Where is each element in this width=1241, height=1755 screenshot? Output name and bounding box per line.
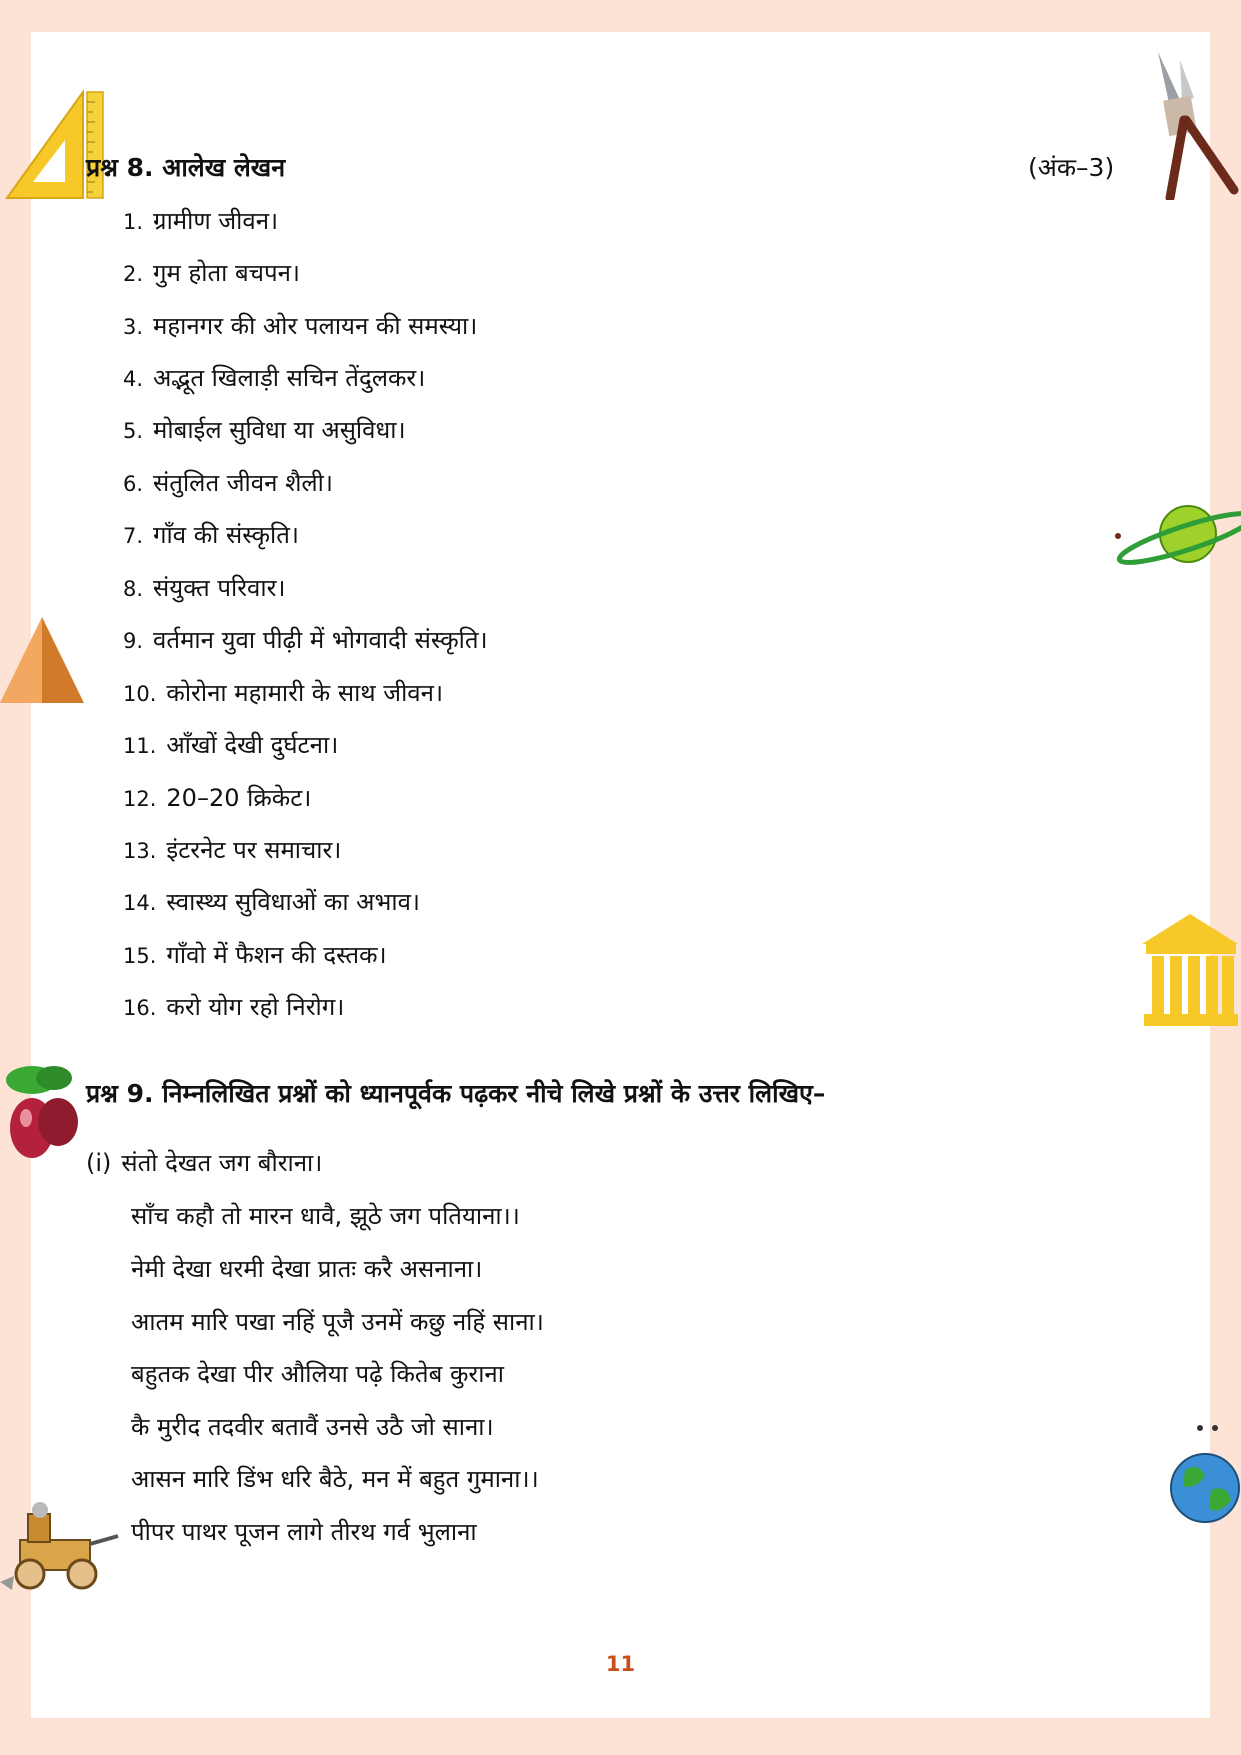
list-item-text: गुम होता बचपन। xyxy=(153,259,301,287)
list-item-number: 3. xyxy=(123,315,144,339)
list-item-number: 7. xyxy=(123,524,144,548)
poem-line: आतम मारि पखा नहिं पूजै उनमें कछु नहिं साना। xyxy=(131,1308,544,1336)
list-item xyxy=(123,361,425,394)
list-item-number: 6. xyxy=(123,472,144,496)
question-8-marks: (अंक–3) xyxy=(1028,153,1115,182)
list-item-number: 11. xyxy=(123,734,157,758)
list-item-number: 1. xyxy=(123,210,144,234)
radish-vegetable-icon xyxy=(2,1060,88,1170)
list-item xyxy=(123,309,477,342)
list-item xyxy=(123,728,338,761)
list-item xyxy=(123,204,278,237)
list-item-text: गाँवो में फैशन की दस्तक। xyxy=(166,941,387,969)
list-item-text: संयुक्त परिवार। xyxy=(153,574,286,602)
page-number: 11 xyxy=(605,1652,636,1676)
poem-line: साँच कहौ तो मारन धावै, झूठे जग पतियाना।। xyxy=(131,1202,520,1230)
list-item-number: 2. xyxy=(123,262,144,286)
poem-line: नेमी देखा धरमी देखा प्रातः करै असनाना। xyxy=(131,1255,483,1283)
list-item-number: 8. xyxy=(123,577,144,601)
list-item-number: 16. xyxy=(123,996,157,1020)
pyramid-icon xyxy=(0,615,88,705)
poem-part-label: (i) xyxy=(86,1149,112,1177)
steam-engine-cart-icon xyxy=(0,1500,125,1595)
list-item xyxy=(123,413,406,446)
list-item-text: वर्तमान युवा पीढ़ी में भोगवादी संस्कृति। xyxy=(153,626,488,654)
list-item xyxy=(123,833,341,866)
list-item-text: कोरोना महामारी के साथ जीवन। xyxy=(166,679,444,707)
list-item xyxy=(123,990,344,1023)
list-item-number: 9. xyxy=(123,629,144,653)
saturn-planet-icon xyxy=(1110,500,1241,570)
list-item xyxy=(123,518,299,551)
list-item-number: 10. xyxy=(123,682,157,706)
list-item-text: आँखों देखी दुर्घटना। xyxy=(166,731,339,759)
question-8-title: प्रश्न 8. आलेख लेखन xyxy=(86,153,286,182)
poem-line: कै मुरीद तदवीर बतावैं उनसे उठै जो साना। xyxy=(131,1413,494,1441)
poem-line-text: संतो देखत जग बौराना। xyxy=(121,1149,323,1177)
list-item-text: स्वास्थ्य सुविधाओं का अभाव। xyxy=(166,888,421,916)
list-item-text: अद्भूत खिलाड़ी सचिन तेंदुलकर। xyxy=(153,364,426,392)
list-item-number: 5. xyxy=(123,419,144,443)
list-item xyxy=(123,885,420,918)
poem-line xyxy=(86,1146,322,1179)
list-item-text: महानगर की ओर पलायन की समस्या। xyxy=(153,312,478,340)
list-item-text: इंटरनेट पर समाचार। xyxy=(166,836,342,864)
list-item-text: ग्रामीण जीवन। xyxy=(153,207,279,235)
poem-line: पीपर पाथर पूजन लागे तीरथ गर्व भुलाना xyxy=(131,1518,477,1546)
list-item xyxy=(123,623,488,656)
list-item-number: 15. xyxy=(123,944,157,968)
poem-line: बहुतक देखा पीर औलिया पढ़े कितेब कुराना xyxy=(131,1360,504,1388)
list-item xyxy=(123,466,333,499)
list-item xyxy=(123,571,286,604)
list-item xyxy=(123,938,387,971)
garden-shears-icon xyxy=(1150,50,1240,200)
poem-line: आसन मारि डिंभ धरि बैठे, मन में बहुत गुमाना।। xyxy=(131,1465,539,1493)
temple-pillars-icon xyxy=(1140,910,1241,1030)
list-item xyxy=(123,256,300,289)
list-item-text: करो योग रहो निरोग। xyxy=(166,993,345,1021)
list-item-number: 14. xyxy=(123,891,157,915)
list-item-text: गाँव की संस्कृति। xyxy=(153,521,300,549)
list-item-number: 12. xyxy=(123,787,157,811)
list-item-text: 20–20 क्रिकेट। xyxy=(166,784,312,812)
list-item-number: 4. xyxy=(123,367,144,391)
list-item-number: 13. xyxy=(123,839,157,863)
list-item-text: संतुलित जीवन शैली। xyxy=(153,469,333,497)
list-item xyxy=(123,676,443,709)
earth-globe-icon xyxy=(1165,1420,1241,1530)
list-item-text: मोबाईल सुविधा या असुविधा। xyxy=(153,416,406,444)
question-9-title: प्रश्न 9. निम्नलिखित प्रश्नों को ध्यानपूर्वक पढ़कर नीचे लिखे प्रश्नों के उत्तर लिखिए– xyxy=(86,1079,826,1108)
list-item xyxy=(123,781,311,814)
